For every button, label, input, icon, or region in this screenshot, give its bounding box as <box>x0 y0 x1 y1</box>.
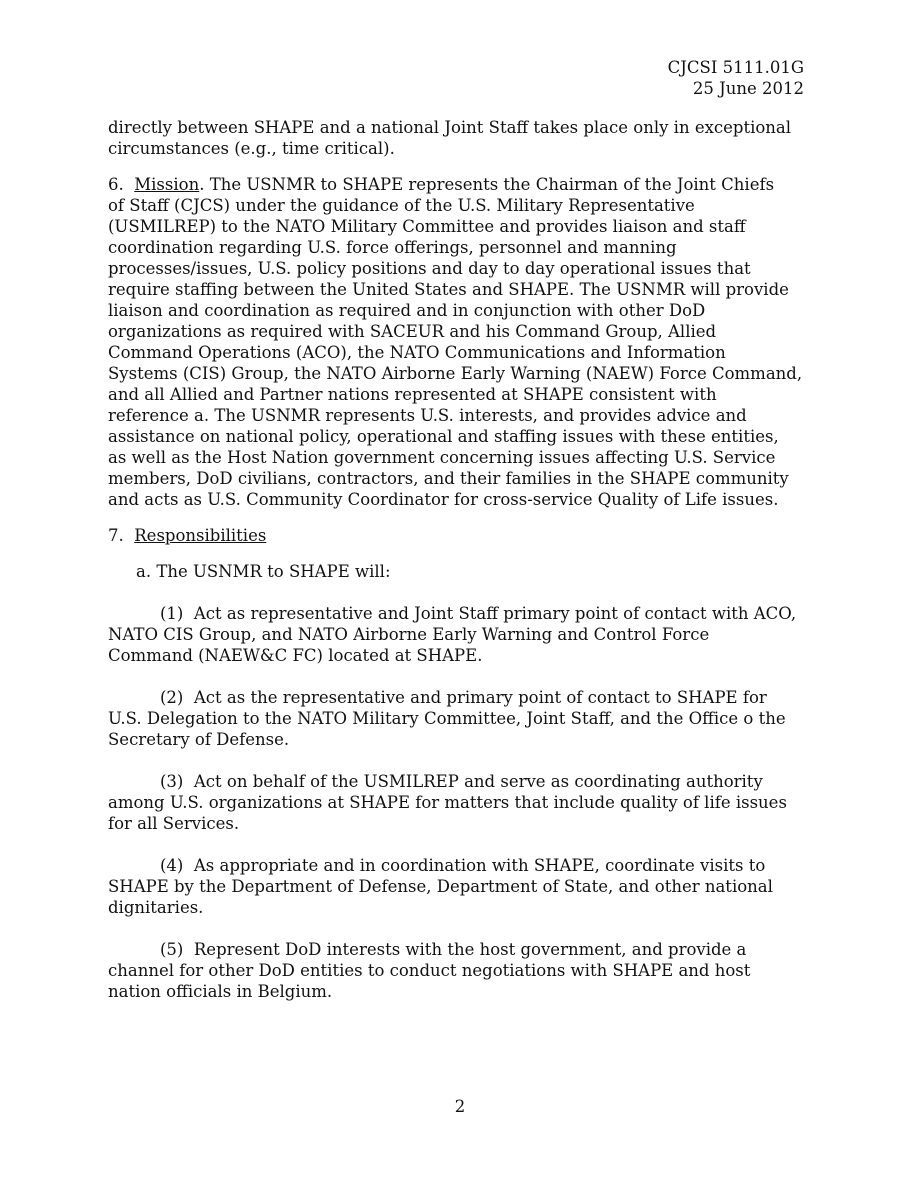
document-body <box>108 117 838 1002</box>
responsibility-item-4 <box>108 855 838 918</box>
responsibility-item-2 <box>108 687 838 750</box>
section-6-title: Mission <box>134 175 200 194</box>
document-header <box>668 57 804 99</box>
continuation-paragraph: directly between SHAPE and a national Joint Staff takes place only in exceptional circumstances (e.g., time critical). <box>108 118 792 158</box>
responsibility-item-3 <box>108 771 838 834</box>
item-5-number: (5) <box>160 940 184 959</box>
item-2-text: Act as the representative and primary point of contact to SHAPE for U.S. Delegation to the NATO Military Committee, Joint Staff, and the Office o the Secretary of Defense. <box>108 688 786 749</box>
item-1-text: Act as representative and Joint Staff primary point of contact with ACO, NATO CIS Group, and NATO Airborne Early Warning and Control Force Command (NAEW&C FC) located at SHAPE. <box>108 604 797 665</box>
item-3-number: (3) <box>160 772 184 791</box>
doc-id: CJCSI 5111.01G <box>667 58 804 77</box>
responsibility-item-1 <box>108 603 838 666</box>
section-6-text: . The USNMR to SHAPE represents the Chairman of the Joint Chiefs of Staff (CJCS) under the guidance of the U.S. Military Representative (USMILREP) to the NATO Military Committee and provides liaison and staff coordination regarding U.S. force offerings, personnel and manning processes/issues, U.S. policy positions and day to day operational issues that require staffing between the United States and SHAPE. The USNMR will provide liaison and coordination as required and in conjunction with other DoD organizations as required with SACEUR and his Command Group, Allied Command Operations (ACO), the NATO Communications and Information Systems (CIS) Group, the NATO Airborne Early Warning (NAEW) Force Command, and all Allied and Partner nations represented at SHAPE consistent with reference a. The USNMR represents U.S. interests, and provides advice and assistance on national policy, operational and staffing issues with these entities, as well as the Host Nation government concerning issues affecting U.S. Service members, DoD civilians, contractors, and their families in the SHAPE community and acts as U.S. Community Coordinator for cross-service Quality of Life issues. <box>108 175 803 509</box>
item-2-number: (2) <box>160 688 184 707</box>
doc-date: 25 June 2012 <box>692 79 804 98</box>
item-3-text: Act on behalf of the USMILREP and serve as coordinating authority among U.S. organizations at SHAPE for matters that include quality of life issues for all Services. <box>108 772 787 833</box>
item-4-text: As appropriate and in coordination with SHAPE, coordinate visits to SHAPE by the Department of Defense, Department of State, and other national dignitaries. <box>108 856 773 917</box>
section-6-paragraph <box>108 174 838 510</box>
item-4-number: (4) <box>160 856 184 875</box>
responsibility-item-5 <box>108 939 838 1002</box>
section-7-heading <box>108 525 838 546</box>
section-6-number: 6. <box>108 175 124 194</box>
item-5-text: Represent DoD interests with the host government, and provide a channel for other DoD entities to conduct negotiations with SHAPE and host nation officials in Belgium. <box>108 940 751 1001</box>
item-1-number: (1) <box>160 604 184 623</box>
page-number: 2 <box>454 1097 466 1116</box>
section-7-title: Responsibilities <box>134 526 267 545</box>
subsection-a: a. The USNMR to SHAPE will: <box>136 562 391 581</box>
section-7-number: 7. <box>108 526 124 545</box>
